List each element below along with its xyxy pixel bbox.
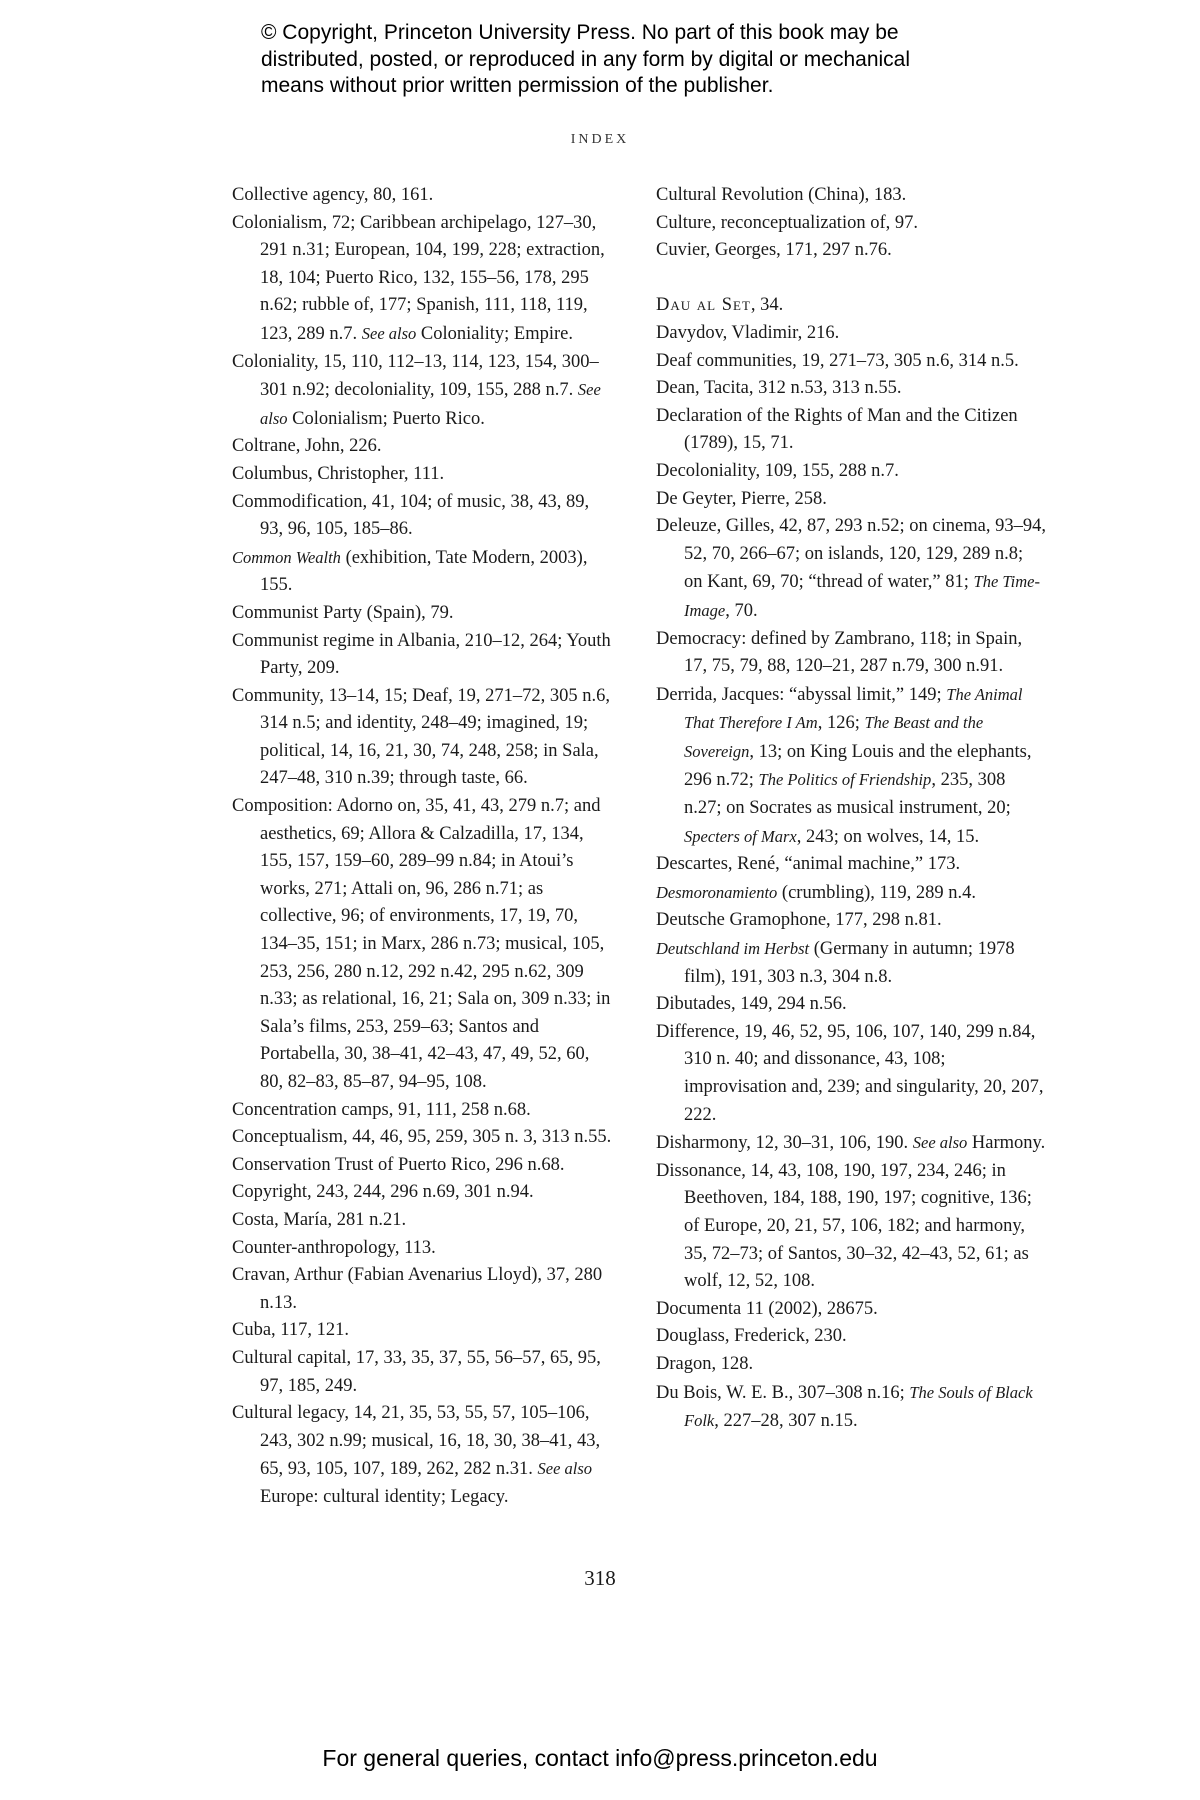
- index-entry: [656, 513, 1046, 625]
- page-number: 318: [584, 1566, 616, 1590]
- entry-text: De Geyter, Pierre, 258.: [656, 488, 827, 509]
- copyright-notice: © Copyright, Princeton University Press. No part of this book may be distributed, posted, or reproduced in any form by digital or mechanical means without prior written permission of the publisher.: [261, 21, 911, 97]
- entry-text: Dissonance, 14, 43, 108, 190, 197, 234, 246; in Beethoven, 184, 188, 190, 197; cognitive, 136; of Europe, 20, 21, 57, 106, 182; and harmony, 35, 72–73; of Santos, 30–32, 42–43, 52, 61; as wolf, 12, 52, 108.: [656, 1160, 1032, 1292]
- entry-text: , 126;: [817, 713, 865, 734]
- index-entry: [232, 600, 612, 628]
- index-entry: [656, 237, 1046, 265]
- italic-text: Common Wealth: [232, 547, 341, 567]
- entry-text: , 227–28, 307 n.15.: [714, 1411, 858, 1432]
- index-entry: [232, 1152, 612, 1180]
- entry-text: Costa, María, 281 n.21.: [232, 1209, 407, 1230]
- entry-text: Decoloniality, 109, 155, 288 n.7.: [656, 460, 899, 481]
- index-entry: [656, 1379, 1046, 1436]
- index-entry: [656, 292, 1046, 320]
- entry-text: Cuba, 117, 121.: [232, 1320, 349, 1341]
- entry-text: Du Bois, W. E. B., 307–308 n.16;: [656, 1382, 910, 1403]
- index-entry: [232, 349, 612, 434]
- entry-text: Cultural capital, 17, 33, 35, 37, 55, 56–57, 65, 95, 97, 185, 249.: [232, 1347, 601, 1396]
- entry-text: , 235, 308 n.27; on Socrates as musical instrument, 20;: [684, 770, 1011, 819]
- index-entry: [232, 683, 612, 793]
- entry-text: Counter-anthropology, 113.: [232, 1237, 436, 1258]
- running-head: INDEX: [570, 132, 630, 147]
- italic-text: The Souls of Black Folk: [684, 1382, 1033, 1431]
- index-entry: [656, 1351, 1046, 1379]
- index-column-right: [656, 182, 1046, 1436]
- index-entry: [232, 1235, 612, 1263]
- index-entry: [656, 182, 1046, 210]
- index-entry: [232, 182, 612, 210]
- entry-text: , 34.: [750, 295, 784, 316]
- entry-text: Composition: Adorno on, 35, 41, 43, 279 n.7; and aesthetics, 69; Allora & Calzadilla, 17, 134, 155, 157, 159–60, 289–99 n.84; in Atoui’s works, 271; Attali on, 96, 286 n.71; as collective, 96; of environments, 17, 19, 70, 134–35, 151; in Marx, 286 n.73; musical, 105, 253, 256, 280 n.12, 292 n.42, 295 n.62, 309 n.33; as relational, 16, 21; Sala on, 309 n.33; in Sala’s films, 253, 259–63; Santos and Portabella, 30, 38–41, 42–43, 47, 49, 52, 60, 80, 82–83, 85–87, 94–95, 108.: [232, 796, 611, 1092]
- entry-text: Conservation Trust of Puerto Rico, 296 n.68.: [232, 1154, 565, 1175]
- index-entry: [656, 1323, 1046, 1351]
- entry-text: Commodification, 41, 104; of music, 38, 43, 89, 93, 96, 105, 185–86.: [232, 491, 590, 540]
- index-entry: [656, 486, 1046, 514]
- entry-text: Declaration of the Rights of Man and the Citizen (1789), 15, 71.: [656, 405, 1018, 454]
- index-entry: [232, 210, 612, 349]
- index-entry: [656, 1019, 1046, 1129]
- index-entry: [232, 1317, 612, 1345]
- index-entry: [232, 544, 612, 600]
- entry-text: Concentration camps, 91, 111, 258 n.68.: [232, 1099, 531, 1120]
- entry-text: Democracy: defined by Zambrano, 118; in Spain, 17, 75, 79, 88, 120–21, 287 n.79, 300 n.91.: [656, 628, 1023, 677]
- italic-text: Deutschland im Herbst: [656, 939, 810, 959]
- italic-text: The Politics of Friendship: [758, 770, 932, 790]
- entry-text: , 70.: [725, 600, 758, 621]
- index-column-left: [232, 182, 612, 1512]
- italic-text: See also: [912, 1133, 968, 1153]
- entry-text: Cultural Revolution (China), 183.: [656, 185, 907, 205]
- italic-text: The Animal That Therefore I Am: [684, 684, 1023, 733]
- index-entry: [656, 348, 1046, 376]
- index-entry: [656, 320, 1046, 348]
- entry-text: Descartes, René, “animal machine,” 173.: [656, 854, 961, 875]
- index-entry: [232, 1262, 612, 1317]
- index-entry: [656, 907, 1046, 935]
- entry-text: Deutsche Gramophone, 177, 298 n.81.: [656, 910, 942, 931]
- entry-text: Community, 13–14, 15; Deaf, 19, 271–72, 305 n.6, 314 n.5; and identity, 248–49; imagined, 19; political, 14, 16, 21, 30, 74, 248, 258; in Sala, 247–48, 310 n.39; through taste, 66.: [232, 685, 611, 789]
- italic-text: Specters of Marx: [684, 826, 797, 846]
- italic-text: See also: [260, 380, 601, 428]
- entry-text: Cuvier, Georges, 171, 297 n.76.: [656, 240, 892, 261]
- index-entry: [656, 1129, 1046, 1158]
- italic-text: The Beast and the Sovereign: [684, 713, 984, 761]
- entry-text: Culture, reconceptualization of, 97.: [656, 212, 918, 233]
- entry-text: Coloniality, 15, 110, 112–13, 114, 123, 154, 300–301 n.92; decoloniality, 109, 155, 288 n.7.: [232, 351, 599, 401]
- index-entry: [232, 628, 612, 683]
- index-entry: [232, 461, 612, 489]
- entry-text: Europe: cultural identity; Legacy.: [260, 1486, 509, 1507]
- entry-text: Davydov, Vladimir, 216.: [656, 322, 840, 343]
- footer-contact: For general queries, contact info@press.princeton.edu: [322, 1745, 878, 1771]
- entry-text: Dragon, 128.: [656, 1353, 754, 1374]
- entry-text: Cravan, Arthur (Fabian Avenarius Lloyd), 37, 280 n.13.: [232, 1265, 603, 1313]
- index-entry: [232, 1400, 612, 1511]
- entry-text: Harmony.: [967, 1133, 1046, 1154]
- index-entry: [656, 681, 1046, 852]
- index-entry: [232, 489, 612, 544]
- entry-text: Dean, Tacita, 312 n.53, 313 n.55.: [656, 378, 902, 399]
- index-entry: [656, 403, 1046, 458]
- index-entry: [656, 991, 1046, 1019]
- italic-text: See also: [361, 323, 417, 343]
- index-entry: [232, 1124, 612, 1152]
- italic-text: See also: [537, 1459, 593, 1479]
- entry-text: Communist regime in Albania, 210–12, 264; Youth Party, 209.: [232, 630, 611, 679]
- index-entry: [656, 375, 1046, 403]
- index-entry: [656, 935, 1046, 991]
- italic-text: The Time-Image: [684, 572, 1040, 620]
- italic-text: Desmoronamiento: [656, 882, 778, 902]
- entry-text: , 13; on King Louis and the elephants, 296 n.72;: [684, 741, 1032, 791]
- entry-text: Deaf communities, 19, 271–73, 305 n.6, 314 n.5.: [656, 350, 1019, 371]
- entry-text: Derrida, Jacques: “abyssal limit,” 149;: [656, 684, 947, 705]
- index-entry: [232, 1179, 612, 1207]
- index-entry: [656, 458, 1046, 486]
- entry-text: (exhibition, Tate Modern, 2003), 155.: [260, 547, 588, 596]
- entry-text: Colonialism, 72; Caribbean archipelago, 127–30, 291 n.31; European, 104, 199, 228; extraction, 18, 104; Puerto Rico, 132, 155–56, 178, 295 n.62; rubble of, 177; Spanish, 111, 118, 119, 123, 289 n.7.: [232, 212, 605, 344]
- index-entry: [656, 1296, 1046, 1324]
- entry-text: Collective agency, 80, 161.: [232, 185, 434, 205]
- entry-text: (crumbling), 119, 289 n.4.: [777, 882, 976, 903]
- entry-text: Dibutades, 149, 294 n.56.: [656, 994, 847, 1015]
- entry-text: Douglass, Frederick, 230.: [656, 1326, 847, 1347]
- index-entry: [656, 626, 1046, 681]
- index-entry: [656, 1158, 1046, 1296]
- index-entry: [232, 793, 612, 1097]
- entry-text: , 243; on wolves, 14, 15.: [796, 826, 980, 847]
- entry-text: Difference, 19, 46, 52, 95, 106, 107, 140, 299 n.84, 310 n. 40; and dissonance, 43, 108; improvisation and, 239; and singularity, 20, 207, 222.: [656, 1021, 1044, 1125]
- entry-text: Communist Party (Spain), 79.: [232, 602, 454, 623]
- entry-text: Deleuze, Gilles, 42, 87, 293 n.52; on cinema, 93–94, 52, 70, 266–67; on islands, 120, 129, 289 n.8; on Kant, 69, 70; “thread of water,” 81;: [656, 516, 1046, 593]
- small-caps-text: Dau al Set: [656, 295, 751, 316]
- entry-text: Coloniality; Empire.: [416, 323, 573, 344]
- index-entry: [232, 433, 612, 461]
- index-entry: [656, 210, 1046, 238]
- index-entry: [656, 879, 1046, 908]
- index-entry: [656, 851, 1046, 879]
- entry-text: Conceptualism, 44, 46, 95, 259, 305 n. 3, 313 n.55.: [232, 1127, 612, 1148]
- entry-text: Columbus, Christopher, 111.: [232, 463, 445, 484]
- entry-text: Disharmony, 12, 30–31, 106, 190.: [656, 1133, 913, 1154]
- entry-text: Cultural legacy, 14, 21, 35, 53, 55, 57, 105–106, 243, 302 n.99; musical, 16, 18, 30, 38–41, 43, 65, 93, 105, 107, 189, 262, 282 n.31.: [232, 1403, 601, 1480]
- entry-text: (Germany in autumn; 1978 film), 191, 303 n.3, 304 n.8.: [684, 939, 1015, 987]
- entry-text: Colonialism; Puerto Rico.: [287, 408, 485, 429]
- index-entry: [232, 1207, 612, 1235]
- index-entry: [232, 1097, 612, 1125]
- entry-text: Documenta 11 (2002), 28675.: [656, 1298, 878, 1319]
- entry-text: Coltrane, John, 226.: [232, 436, 382, 457]
- index-entry: [232, 1345, 612, 1400]
- entry-text: Copyright, 243, 244, 296 n.69, 301 n.94.: [232, 1182, 534, 1203]
